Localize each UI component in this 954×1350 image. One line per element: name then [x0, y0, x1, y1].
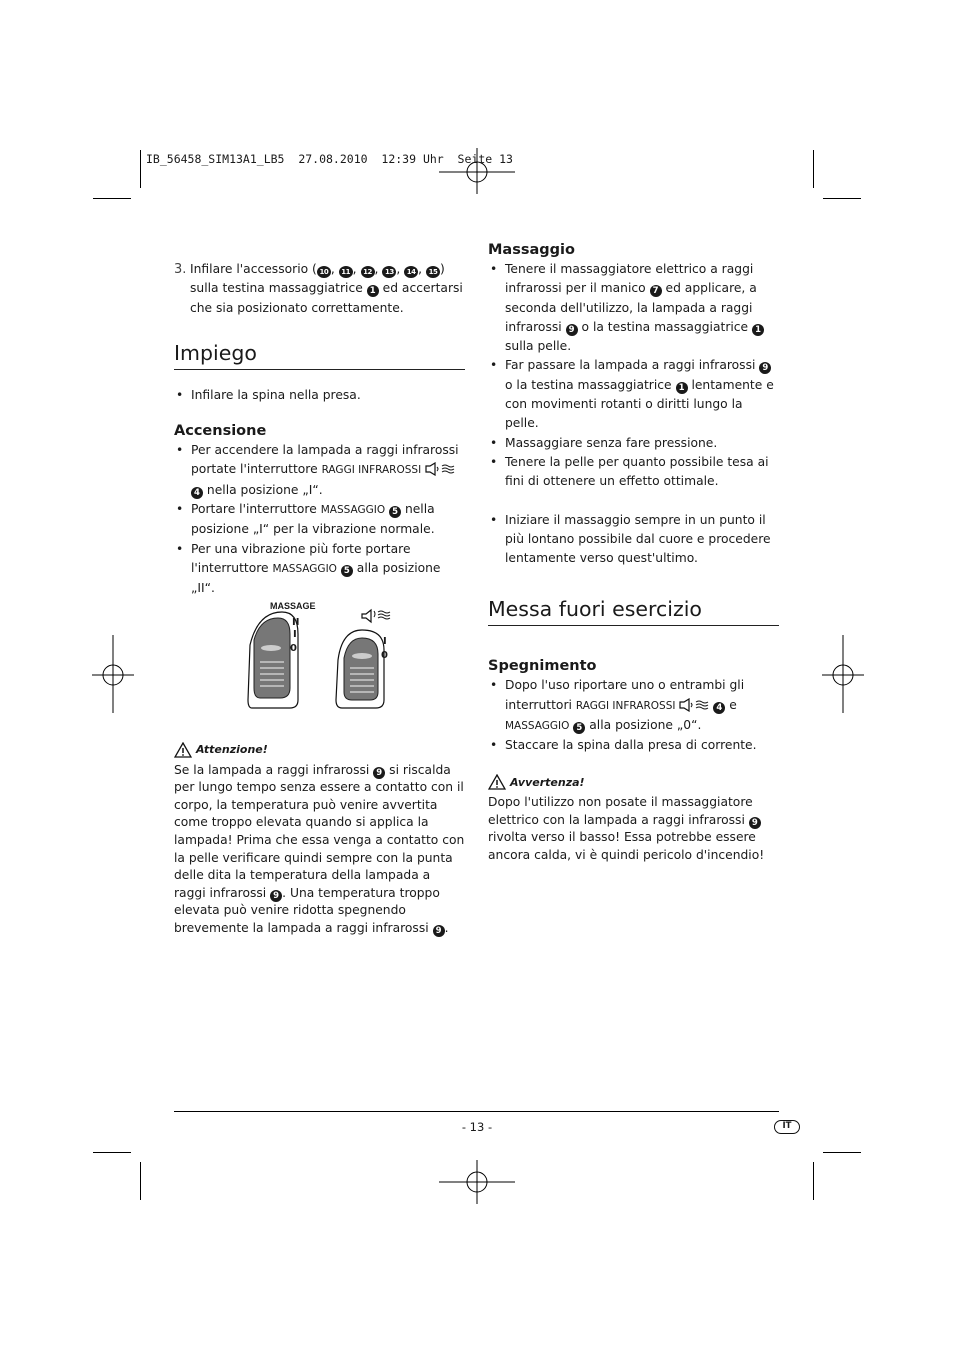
position-label: I — [383, 636, 387, 647]
list-item: • Infilare la spina nella presa. — [174, 386, 465, 405]
position-label: 0 — [381, 650, 388, 661]
warning-icon — [174, 742, 192, 758]
warning-heading: Avvertenza! — [488, 774, 779, 792]
print-header: IB_56458_SIM13A1_LB5 27.08.2010 12:39 Uhr Seite 13 — [146, 152, 513, 166]
ref-4: 4 — [191, 487, 203, 499]
massage-label: MASSAGE — [270, 601, 316, 611]
ref-5: 5 — [341, 565, 353, 577]
switch-illustration — [244, 600, 404, 712]
ref-12: 12 — [361, 266, 375, 278]
warning-text: Dopo l'utilizzo non posate il massaggiatore elettrico con la lampada a raggi infrarossi 9 rivolta verso il basso! Essa potrebbe essere ancora calda, vi è quindi pericolo d'incendio! — [488, 795, 765, 863]
ref-15: 15 — [426, 266, 440, 278]
ref-1: 1 — [367, 285, 379, 297]
step-3: 3. Infilare l'accessorio ( 10 , 11 , 12 , 13 , 14 , 15 ) sulla testina massaggiatrice 1 ed accertarsi che sia posizionato correttamente. — [174, 262, 463, 315]
list-item: • Tenere il massaggiatore elettrico a raggi infrarossi per il manico 7 ed applicare, a seconda dell'utilizzo, la lampada a raggi infrarossi 9 o la testina massaggiatrice 1 sulla pelle. — [488, 260, 779, 356]
ref-5: 5 — [573, 722, 585, 734]
ref-4: 4 — [713, 702, 725, 714]
ref-5: 5 — [389, 506, 401, 518]
step-number: 3. — [174, 262, 187, 277]
list-item: • Per una vibrazione più forte portare l'interruttore MASSAGGIO 5 alla posizione „II“. — [174, 540, 465, 599]
section-title-messa-fuori-esercizio: Messa fuori esercizio — [488, 596, 779, 626]
registration-mark-top — [437, 134, 517, 214]
warning-attenzione — [174, 741, 465, 938]
ref-9: 9 — [566, 324, 578, 336]
section-title-impiego: Impiego — [174, 340, 465, 370]
ref-7: 7 — [650, 285, 662, 297]
list-item: • Per accendere la lampada a raggi infrarossi portate l'interruttore RAGGI INFRAROSSI 4 nella posizione „I“. — [174, 441, 465, 500]
position-label: II — [292, 617, 300, 628]
footer-rule — [174, 1111, 779, 1112]
ref-9: 9 — [433, 925, 445, 937]
list-item: • Iniziare il massaggio sempre in un punto il più lontano possibile dal cuore e procedere lentamente verso quest'ultimo. — [488, 511, 779, 569]
ref-9: 9 — [373, 767, 385, 779]
warning-icon — [488, 774, 506, 790]
list-item: • Dopo l'uso riportare uno o entrambi gli interruttori RAGGI INFRAROSSI 4 e MASSAGGIO 5 alla posizione „0“. — [488, 676, 779, 736]
warning-heading: Attenzione! — [174, 741, 465, 759]
ref-1: 1 — [752, 324, 764, 336]
infrared-speaker-icon — [425, 462, 455, 476]
list-item: • Tenere la pelle per quanto possibile tesa ai fini di ottenere un effetto ottimale. — [488, 453, 779, 492]
registration-mark-right — [820, 635, 866, 715]
ref-9: 9 — [759, 362, 771, 374]
ref-10: 10 — [317, 266, 331, 278]
position-label: I — [293, 629, 297, 640]
list-item: • Portare l'interruttore MASSAGGIO 5 nella posizione „I“ per la vibrazione normale. — [174, 500, 465, 540]
registration-mark-left — [90, 635, 136, 715]
ref-11: 11 — [339, 266, 353, 278]
infrared-speaker-icon — [362, 610, 390, 622]
infrared-speaker-icon — [679, 698, 709, 712]
language-badge: IT — [774, 1120, 800, 1134]
list-item: • Massaggiare senza fare pressione. — [488, 434, 779, 453]
left-column — [174, 260, 465, 599]
ref-1: 1 — [676, 382, 688, 394]
subsection-title-massaggio: Massaggio — [488, 242, 575, 258]
ref-9: 9 — [749, 817, 761, 829]
registration-mark-bottom — [437, 1142, 517, 1222]
subsection-title-accensione: Accensione — [174, 423, 267, 440]
ref-14: 14 — [404, 266, 418, 278]
page-number: - 13 - — [461, 1120, 493, 1134]
warning-avvertenza — [488, 774, 779, 865]
switch-figure — [244, 600, 404, 712]
list-item: • Far passare la lampada a raggi infrarossi 9 o la testina massaggiatrice 1 lentamente e con movimenti rotanti o diritti lungo la pelle. — [488, 356, 779, 433]
warning-text: Se la lampada a raggi infrarossi 9 si riscalda per lungo tempo senza essere a contatto con il corpo, la temperatura può venire avvertita come troppo elevata quando si applica la lampada! Prima che essa venga a contatto con la pelle verificare quindi sempre con la punta delle dita la temperatura della lampada a raggi infrarossi 9 . Una temperatura troppo elevata può venire ridotta spegnendo brevemente la lampada a raggi infrarossi 9 . — [174, 762, 465, 936]
position-label: 0 — [290, 643, 297, 654]
ref-9: 9 — [270, 890, 282, 902]
list-item: • Staccare la spina dalla presa di corrente. — [488, 736, 779, 755]
subsection-title-spegnimento: Spegnimento — [488, 658, 597, 675]
right-column — [488, 240, 779, 865]
ref-13: 13 — [382, 266, 396, 278]
